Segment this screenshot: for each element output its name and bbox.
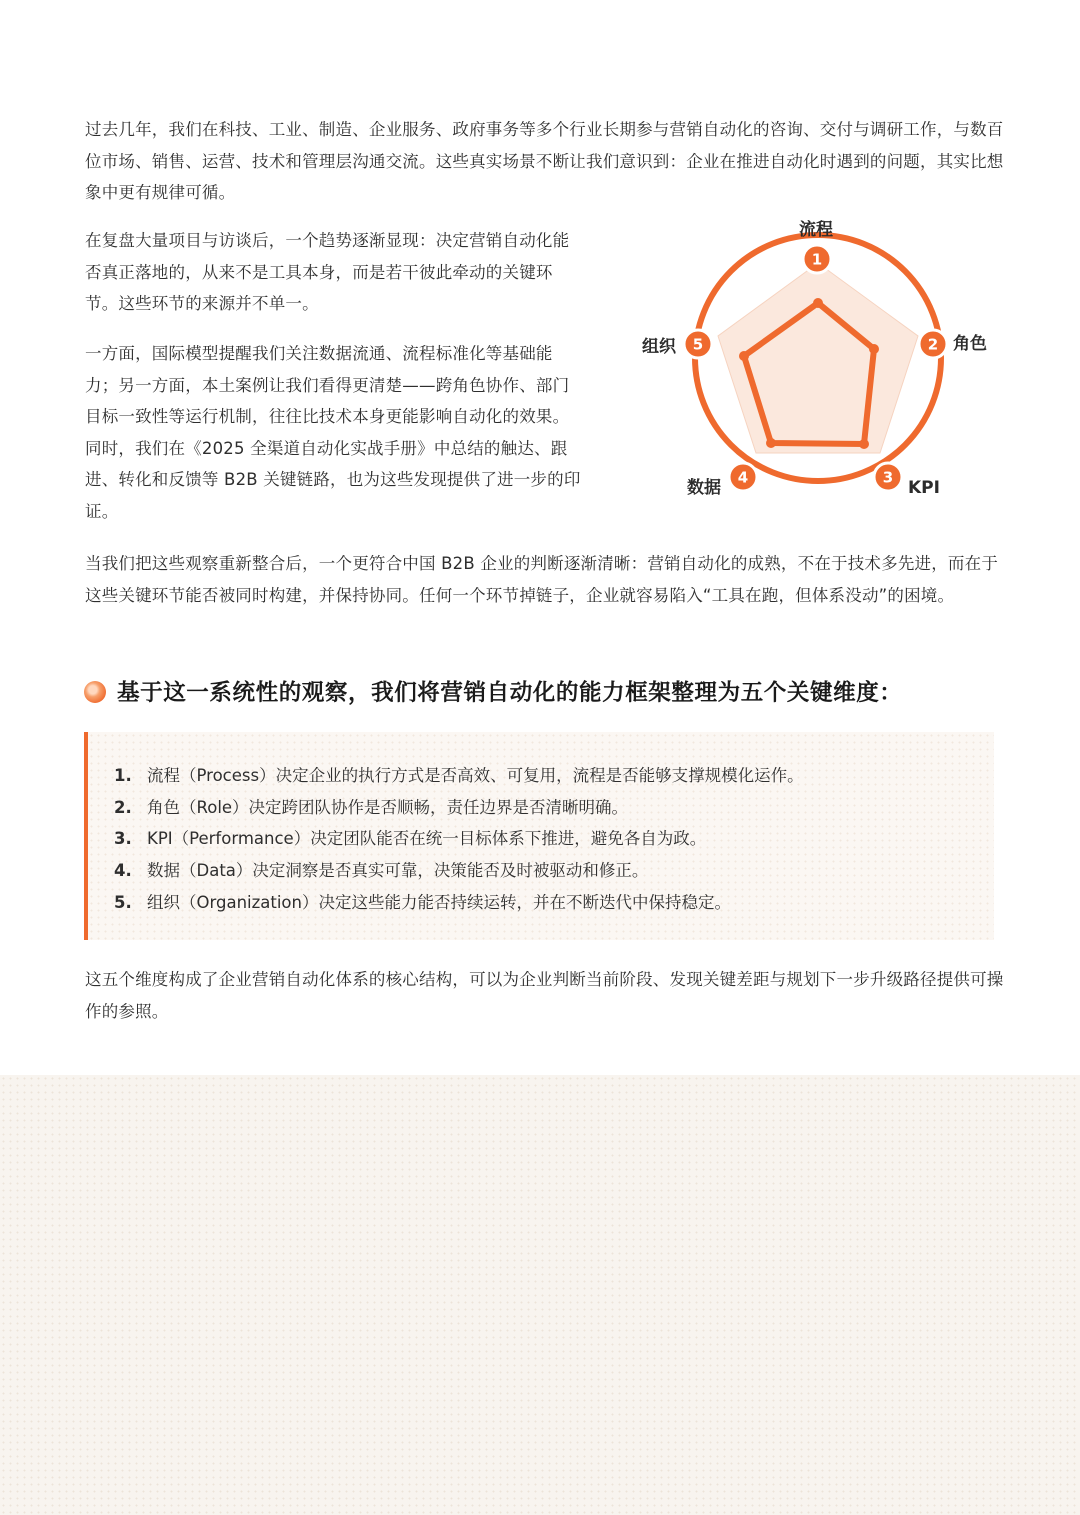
dimension-number: 2. <box>114 797 132 817</box>
dimension-item-data <box>114 855 974 887</box>
radar-badge-1-number: 1 <box>811 250 823 269</box>
dimension-number: 4. <box>114 861 132 881</box>
radar-vertex-dot-3 <box>859 439 869 449</box>
conclusion-paragraph: 当我们把这些观察重新整合后，一个更符合中国 B2B 企业的判断逐渐清晰：营销自动化的成熟，不在于技术多先进，而在于这些关键环节能否被同时构建，并保持协同。任何一个环节掉链子，企业就容易陷入“工具在跑，但体系没动”的困境。 <box>85 554 999 605</box>
radar-badge-4-number: 4 <box>737 468 749 487</box>
dimension-text: KPI（Performance）决定团队能否在统一目标体系下推进，避免各自为政。 <box>147 829 707 849</box>
sources-paragraph: 一方面，国际模型提醒我们关注数据流通、流程标准化等基础能力；另一方面，本土案例让我们看得更清楚——跨角色协作、部门目标一致性等运行机制，往往比技术本身更能影响自动化的效果。同时，我们在《2025 全渠道自动化实战手册》中总结的触达、跟进、转化和反馈等 B2B 关键链路，也为这些发现提供了进一步的印证。 <box>85 344 581 521</box>
radar-label-kpi: KPI <box>908 478 940 498</box>
radar-label-organization: 组织 <box>642 337 676 357</box>
dimension-text: 组织（Organization）决定这些能力能否持续运转，并在不断迭代中保持稳定。 <box>147 892 731 912</box>
radar-badge-4 <box>729 463 757 491</box>
section-heading <box>84 676 1014 710</box>
radar-badge-2-number: 2 <box>927 335 939 354</box>
radar-label-process: 流程 <box>799 220 833 240</box>
radar-badge-5 <box>684 330 712 358</box>
dimension-text: 流程（Process）决定企业的执行方式是否高效、可复用，流程是否能够支撑规模化运作。 <box>147 766 804 785</box>
radar-badge-2 <box>919 330 947 358</box>
dimension-item-kpi <box>114 823 974 855</box>
dimension-item-role <box>114 792 974 824</box>
dimension-number: 3. <box>114 829 132 849</box>
section-heading-text: 基于这一系统性的观察，我们将营销自动化的能力框架整理为五个关键维度： <box>117 680 903 706</box>
dimension-item-organization <box>114 887 974 919</box>
dimension-number: 1. <box>114 766 132 785</box>
heading-bullet-icon <box>84 681 106 703</box>
dimension-number: 5. <box>114 892 132 912</box>
dimension-item-process <box>114 760 974 792</box>
closing-paragraph: 这五个维度构成了企业营销自动化体系的核心结构，可以为企业判断当前阶段、发现关键差距与规划下一步升级路径提供可操作的参照。 <box>85 970 1004 1021</box>
five-dimension-radar-diagram <box>620 205 1010 515</box>
radar-vertex-dot-4 <box>766 438 776 448</box>
radar-vertex-dot-5 <box>739 351 749 361</box>
trend-paragraph: 在复盘大量项目与访谈后，一个趋势逐渐显现：决定营销自动化能否真正落地的，从来不是工具本身，而是若干彼此牵动的关键环节。这些环节的来源并不单一。 <box>85 231 570 313</box>
page-bottom-texture <box>0 1075 1080 1515</box>
dimensions-list <box>114 760 974 918</box>
dimension-text: 角色（Role）决定跨团队协作是否顺畅，责任边界是否清晰明确。 <box>147 797 629 817</box>
radar-vertex-dot-2 <box>869 344 879 354</box>
radar-badge-3-number: 3 <box>882 468 894 487</box>
radar-badge-5-number: 5 <box>692 335 704 354</box>
radar-badge-3 <box>874 463 902 491</box>
dimension-text: 数据（Data）决定洞察是否真实可靠，决策能否及时被驱动和修正。 <box>147 861 649 881</box>
dimensions-callout-box <box>84 732 994 940</box>
radar-badge-1 <box>803 245 831 273</box>
radar-vertex-dot-1 <box>813 298 823 308</box>
radar-label-role: 角色 <box>953 334 987 354</box>
intro-paragraph: 过去几年，我们在科技、工业、制造、企业服务、政府事务等多个行业长期参与营销自动化的咨询、交付与调研工作，与数百位市场、销售、运营、技术和管理层沟通交流。这些真实场景不断让我们意识到：企业在推进自动化时遇到的问题，其实比想象中更有规律可循。 <box>85 120 1004 202</box>
radar-label-data: 数据 <box>687 478 721 498</box>
